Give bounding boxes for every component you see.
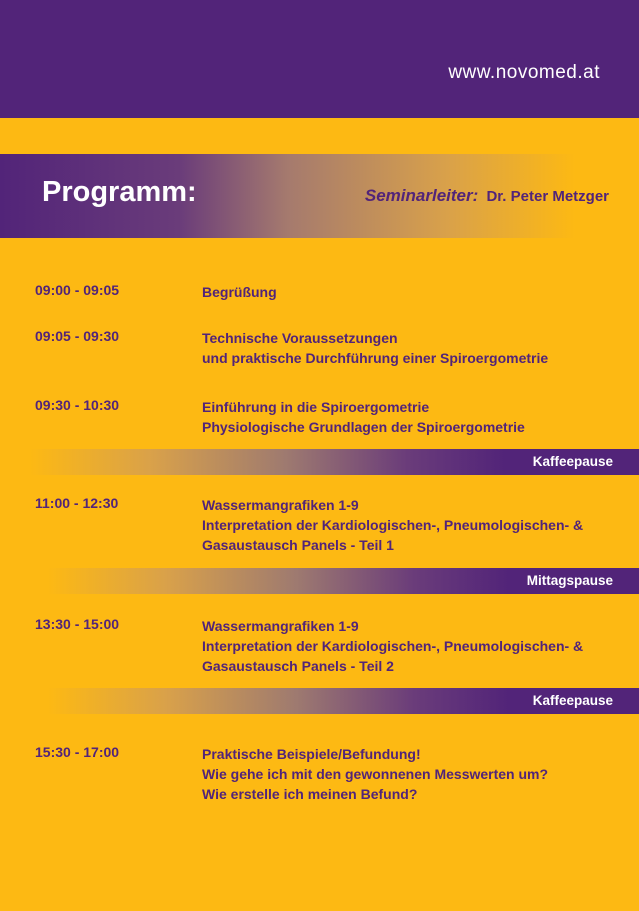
break-bar	[30, 449, 639, 475]
session-description	[202, 616, 583, 676]
session-time: 09:00 - 09:05	[35, 282, 120, 298]
session-line: Wie erstelle ich meinen Befund?	[202, 786, 418, 802]
session-description	[202, 495, 583, 555]
session-time: 11:00 - 12:30	[35, 495, 119, 511]
session-time: 09:30 - 10:30	[35, 397, 120, 413]
session-line: Technische Voraussetzungen	[202, 330, 398, 346]
session-line: Einführung in die Spiroergometrie	[202, 399, 430, 415]
session-line: Gasaustausch Panels - Teil 2	[202, 658, 394, 674]
session-line: Wie gehe ich mit den gewonnenen Messwerten um?	[202, 766, 549, 782]
session-line: und praktische Durchführung einer Spiroergometrie	[202, 350, 549, 366]
session-description	[202, 328, 548, 368]
break-bar	[48, 568, 639, 594]
session-description	[202, 282, 277, 302]
session-line: Physiologische Grundlagen der Spiroergometrie	[202, 419, 525, 435]
top-banner	[0, 0, 639, 118]
session-description	[202, 397, 525, 437]
seminar-leader	[365, 186, 609, 206]
session-line: Wassermangrafiken 1-9	[202, 618, 359, 634]
session-line: Interpretation der Kardiologischen-, Pneumologischen- &	[202, 517, 584, 533]
program-header	[0, 154, 639, 238]
session-line: Gasaustausch Panels - Teil 1	[202, 537, 394, 553]
break-label: Kaffeepause	[532, 454, 613, 469]
session-line: Interpretation der Kardiologischen-, Pneumologischen- &	[202, 638, 584, 654]
break-bar	[48, 688, 639, 714]
session-line: Praktische Beispiele/Befundung!	[202, 746, 421, 762]
session-description	[202, 744, 548, 804]
session-line: Wassermangrafiken 1-9	[202, 497, 359, 513]
session-time: 15:30 - 17:00	[35, 744, 120, 760]
website-link[interactable]: www.novomed.at	[448, 62, 600, 83]
session-time: 13:30 - 15:00	[35, 616, 120, 632]
seminar-leader-label: Seminarleiter:	[364, 186, 479, 205]
break-label: Kaffeepause	[532, 693, 613, 708]
session-time: 09:05 - 09:30	[35, 328, 120, 344]
session-line: Begrüßung	[202, 284, 277, 300]
program-title: Programm:	[42, 176, 197, 208]
seminar-leader-name: Dr. Peter Metzger	[486, 188, 609, 205]
break-label: Mittagspause	[526, 573, 613, 588]
